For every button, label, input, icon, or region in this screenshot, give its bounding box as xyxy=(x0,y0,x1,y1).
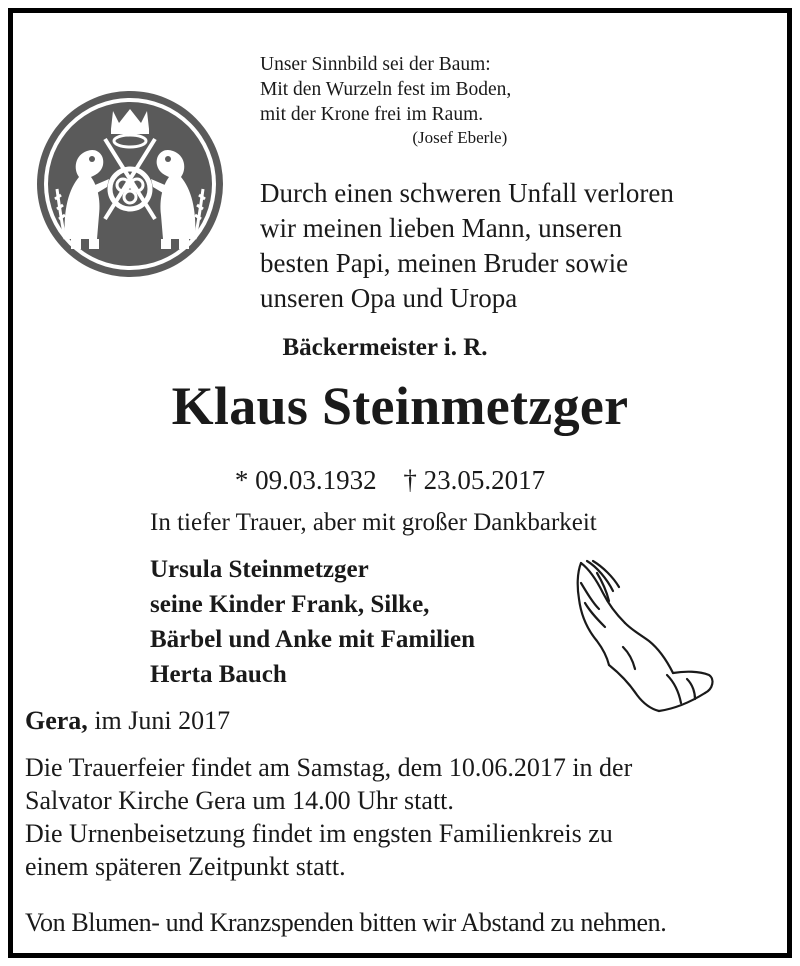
service-line: Salvator Kirche Gera um 14.00 Uhr statt. xyxy=(25,786,454,815)
mourning-line: In tiefer Trauer, aber mit großer Dankbarkeit xyxy=(150,509,597,536)
mourner-line: Bärbel und Anke mit Familien xyxy=(150,626,476,653)
deceased-name: Klaus Steinmetzger xyxy=(171,376,629,436)
intro-line: unseren Opa und Uropa xyxy=(260,283,518,313)
service-info xyxy=(25,751,632,883)
intro-line: wir meinen lieben Mann, unseren xyxy=(260,213,623,243)
place-city: Gera, xyxy=(25,706,88,735)
quote-source: (Josef Eberle) xyxy=(412,128,508,147)
intro-line: besten Papi, meinen Bruder sowie xyxy=(260,248,629,278)
mourners-list xyxy=(150,552,475,692)
life-dates xyxy=(13,465,787,496)
death-date: † 23.05.2017 xyxy=(403,465,546,495)
notice-date: im Juni 2017 xyxy=(94,706,231,735)
place-date xyxy=(25,706,230,736)
service-line: Die Urnenbeisetzung findet im engsten Familienkreis zu xyxy=(25,819,613,848)
quote-line: mit der Krone frei im Raum. xyxy=(260,104,484,125)
service-line: Die Trauerfeier findet am Samstag, dem 10.06.2017 in der xyxy=(25,753,633,782)
mourner-line: Herta Bauch xyxy=(150,661,287,688)
intro-text xyxy=(260,176,674,316)
obituary-notice xyxy=(8,8,792,958)
flowers-request: Von Blumen- und Kranzspenden bitten wir Abstand zu nehmen. xyxy=(25,908,667,937)
service-line: einem späteren Zeitpunkt statt. xyxy=(25,852,346,881)
quote-line: Mit den Wurzeln fest im Boden, xyxy=(260,79,512,100)
quote-line: Unser Sinnbild sei der Baum: xyxy=(260,54,491,75)
deceased-profession: Bäckermeister i. R. xyxy=(282,334,488,361)
quote-block xyxy=(260,52,511,149)
mourner-line: seine Kinder Frank, Silke, xyxy=(150,591,430,618)
birth-date: * 09.03.1932 xyxy=(234,465,377,495)
intro-line: Durch einen schweren Unfall verloren xyxy=(260,178,674,208)
praying-hands-icon xyxy=(563,553,723,718)
mourner-line: Ursula Steinmetzger xyxy=(150,556,369,583)
guild-emblem-icon xyxy=(35,89,225,279)
